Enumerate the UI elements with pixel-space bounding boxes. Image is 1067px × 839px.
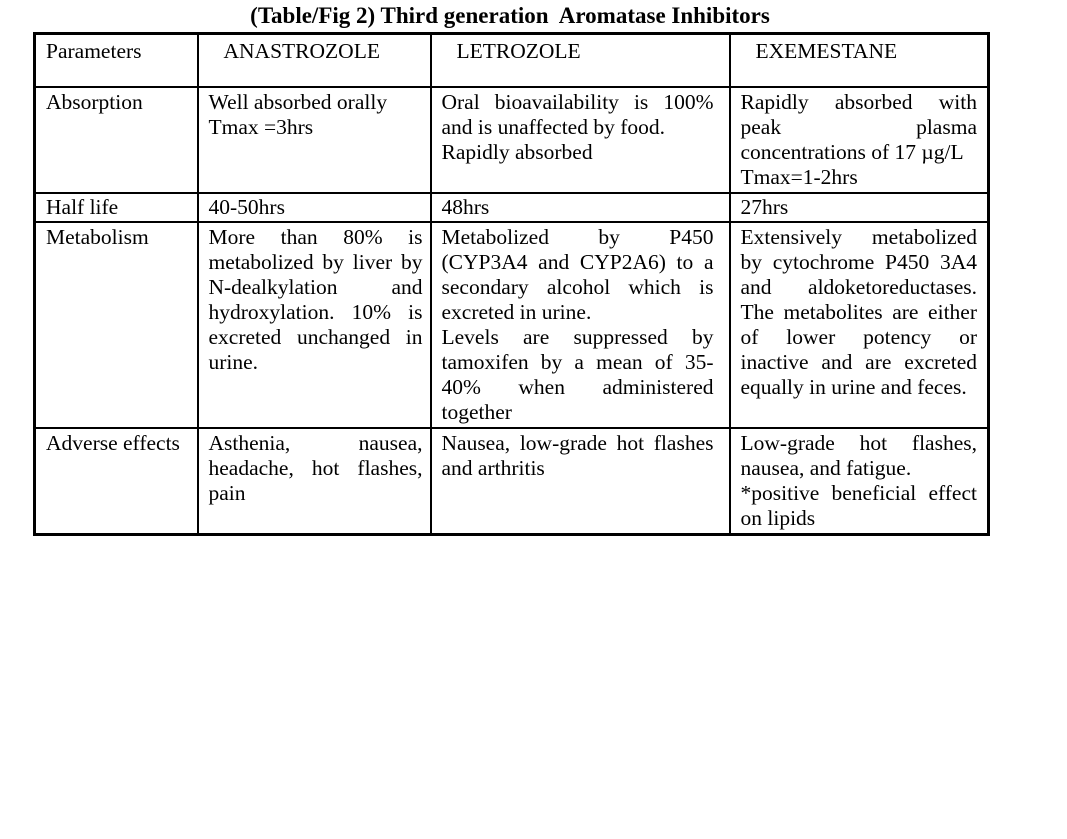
cell-paragraph: Well absorbed orally bbox=[208, 89, 388, 114]
cell-paragraph: Extensively metabolized by cytochrome P450 3A4 and aldoketoreductases. The metabolites are either of lower potency or inactive and are excreted equally in urine and feces. bbox=[740, 224, 977, 399]
cell-paragraph: Asthenia, nausea, headache, hot flashes, pain bbox=[208, 430, 423, 505]
exemestane-cell bbox=[730, 222, 989, 428]
column-header-anastrozole: ANASTROZOLE bbox=[198, 34, 431, 87]
exemestane-cell bbox=[730, 87, 989, 193]
exemestane-cell bbox=[730, 193, 989, 222]
anastrozole-cell bbox=[198, 193, 431, 222]
table-row-metabolism bbox=[35, 222, 989, 428]
anastrozole-cell bbox=[198, 428, 431, 535]
letrozole-cell bbox=[431, 87, 730, 193]
cell-paragraph: Rapidly absorbed with peak plasma concentrations of 17 µg/L bbox=[740, 89, 977, 164]
cell-paragraph: Nausea, low-grade hot flashes and arthritis bbox=[441, 430, 714, 480]
cell-paragraph: Metabolized by P450 (CYP3A4 and CYP2A6) to a secondary alcohol which is excreted in urine. bbox=[441, 224, 714, 324]
column-header-letrozole: LETROZOLE bbox=[431, 34, 730, 87]
cell-paragraph: Tmax=1-2hrs bbox=[740, 164, 858, 189]
table-row-absorption bbox=[35, 87, 989, 193]
column-header-exemestane: EXEMESTANE bbox=[730, 34, 989, 87]
cell-paragraph: *positive beneficial effect on lipids bbox=[740, 480, 977, 530]
table-row-half-life bbox=[35, 193, 989, 222]
aromatase-inhibitors-table bbox=[33, 32, 990, 536]
cell-paragraph: 40-50hrs bbox=[208, 194, 285, 219]
parameter-cell: Half life bbox=[35, 193, 198, 222]
cell-paragraph: 27hrs bbox=[740, 194, 789, 219]
document-body bbox=[33, 0, 987, 536]
cell-paragraph: Levels are suppressed by tamoxifen by a mean of 35-40% when administered together bbox=[441, 324, 714, 424]
cell-paragraph: More than 80% is metabolized by liver by N-dealkylation and hydroxylation. 10% is excreted unchanged in urine. bbox=[208, 224, 423, 374]
cell-paragraph: Tmax =3hrs bbox=[208, 114, 314, 139]
exemestane-cell bbox=[730, 428, 989, 535]
parameter-cell: Metabolism bbox=[35, 222, 198, 428]
anastrozole-cell bbox=[198, 87, 431, 193]
cell-paragraph: 48hrs bbox=[441, 194, 490, 219]
table-body bbox=[35, 87, 989, 535]
letrozole-cell bbox=[431, 222, 730, 428]
cell-paragraph: Rapidly absorbed bbox=[441, 139, 593, 164]
column-header-parameters: Parameters bbox=[35, 34, 198, 87]
cell-paragraph: Low-grade hot flashes, nausea, and fatigue. bbox=[740, 430, 977, 480]
table-row-adverse-effects bbox=[35, 428, 989, 535]
letrozole-cell bbox=[431, 428, 730, 535]
cell-paragraph: Oral bioavailability is 100% and is unaffected by food. bbox=[441, 89, 714, 139]
table-header-row bbox=[35, 34, 989, 87]
figure-title: (Table/Fig 2) Third generation Aromatase Inhibitors bbox=[250, 3, 770, 28]
parameter-cell: Adverse effects bbox=[35, 428, 198, 535]
letrozole-cell bbox=[431, 193, 730, 222]
parameter-cell: Absorption bbox=[35, 87, 198, 193]
anastrozole-cell bbox=[198, 222, 431, 428]
